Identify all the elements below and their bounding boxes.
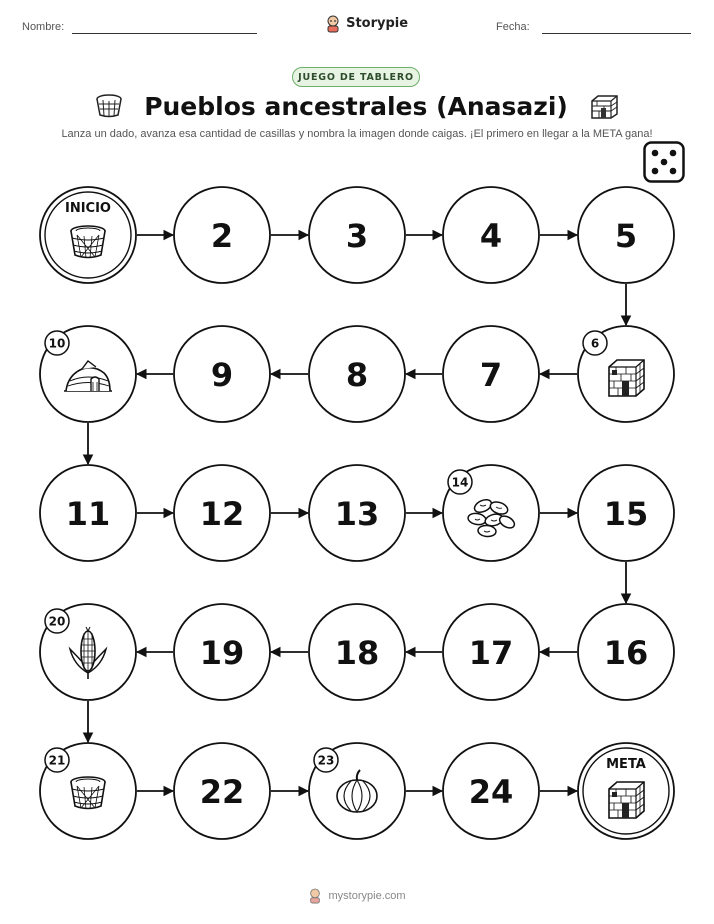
board-square-23 <box>309 743 405 839</box>
board-square-20 <box>40 604 136 700</box>
board-square-2 <box>174 187 270 283</box>
board-square-14 <box>443 465 539 561</box>
board-square-10 <box>40 326 136 422</box>
square-number: 8 <box>345 356 369 394</box>
board-square-24 <box>443 743 539 839</box>
square-number: 15 <box>603 495 649 533</box>
board-square-7 <box>443 326 539 422</box>
square-number: 12 <box>199 495 245 533</box>
name-label: Nombre: <box>22 21 65 33</box>
square-number: 3 <box>345 217 369 255</box>
instructions: Lanza un dado, avanza esa cantidad de casillas y nombra la imagen donde caigas. ¡El primero en llegar a la META gana! <box>61 128 653 140</box>
stone-dwelling-icon <box>609 360 644 396</box>
dice-icon <box>643 141 685 183</box>
square-number: 14 <box>451 475 469 490</box>
brand-name: Storypie <box>346 16 409 31</box>
square-number: 18 <box>334 634 380 672</box>
board-square-8 <box>309 326 405 422</box>
board-square-21 <box>40 743 136 839</box>
game-type-badge: JUEGO DE TABLERO <box>292 67 420 87</box>
square-number: 24 <box>468 773 514 811</box>
finish-label: META <box>606 757 646 772</box>
board-square-9 <box>174 326 270 422</box>
footer-url: mystorypie.com <box>328 890 406 902</box>
storypie-mascot-icon <box>308 888 322 904</box>
board-square-13 <box>309 465 405 561</box>
square-number: 17 <box>468 634 514 672</box>
date-label: Fecha: <box>496 21 530 33</box>
square-number: 9 <box>210 356 234 394</box>
square-number: 6 <box>590 336 600 351</box>
board-square-11 <box>40 465 136 561</box>
basket-icon <box>71 777 105 809</box>
square-number: 23 <box>317 753 335 768</box>
board-square-3 <box>309 187 405 283</box>
board-square-17 <box>443 604 539 700</box>
square-number: 5 <box>614 217 638 255</box>
board-square-6 <box>578 326 674 422</box>
board-square-19 <box>174 604 270 700</box>
board-square-15 <box>578 465 674 561</box>
finish-square <box>578 743 674 839</box>
board-square-4 <box>443 187 539 283</box>
board-square-12 <box>174 465 270 561</box>
board-square-22 <box>174 743 270 839</box>
square-number: 19 <box>199 634 245 672</box>
square-number: 13 <box>334 495 380 533</box>
square-number: 4 <box>479 217 503 255</box>
square-number: 21 <box>48 753 66 768</box>
board-square-18 <box>309 604 405 700</box>
board-square-16 <box>578 604 674 700</box>
stone-dwelling-icon <box>609 782 644 818</box>
square-number: 7 <box>479 356 503 394</box>
basket-icon <box>71 226 105 258</box>
board-square-5 <box>578 187 674 283</box>
square-number: 10 <box>48 336 66 351</box>
square-number: 20 <box>48 614 66 629</box>
square-number: 11 <box>65 495 111 533</box>
title-text: Pueblos ancestrales (Anasazi) <box>144 92 568 121</box>
square-number: 16 <box>603 634 649 672</box>
square-number: 22 <box>199 773 245 811</box>
start-square <box>40 187 136 283</box>
start-label: INICIO <box>65 201 111 216</box>
square-number: 2 <box>210 217 234 255</box>
footer <box>0 888 714 904</box>
